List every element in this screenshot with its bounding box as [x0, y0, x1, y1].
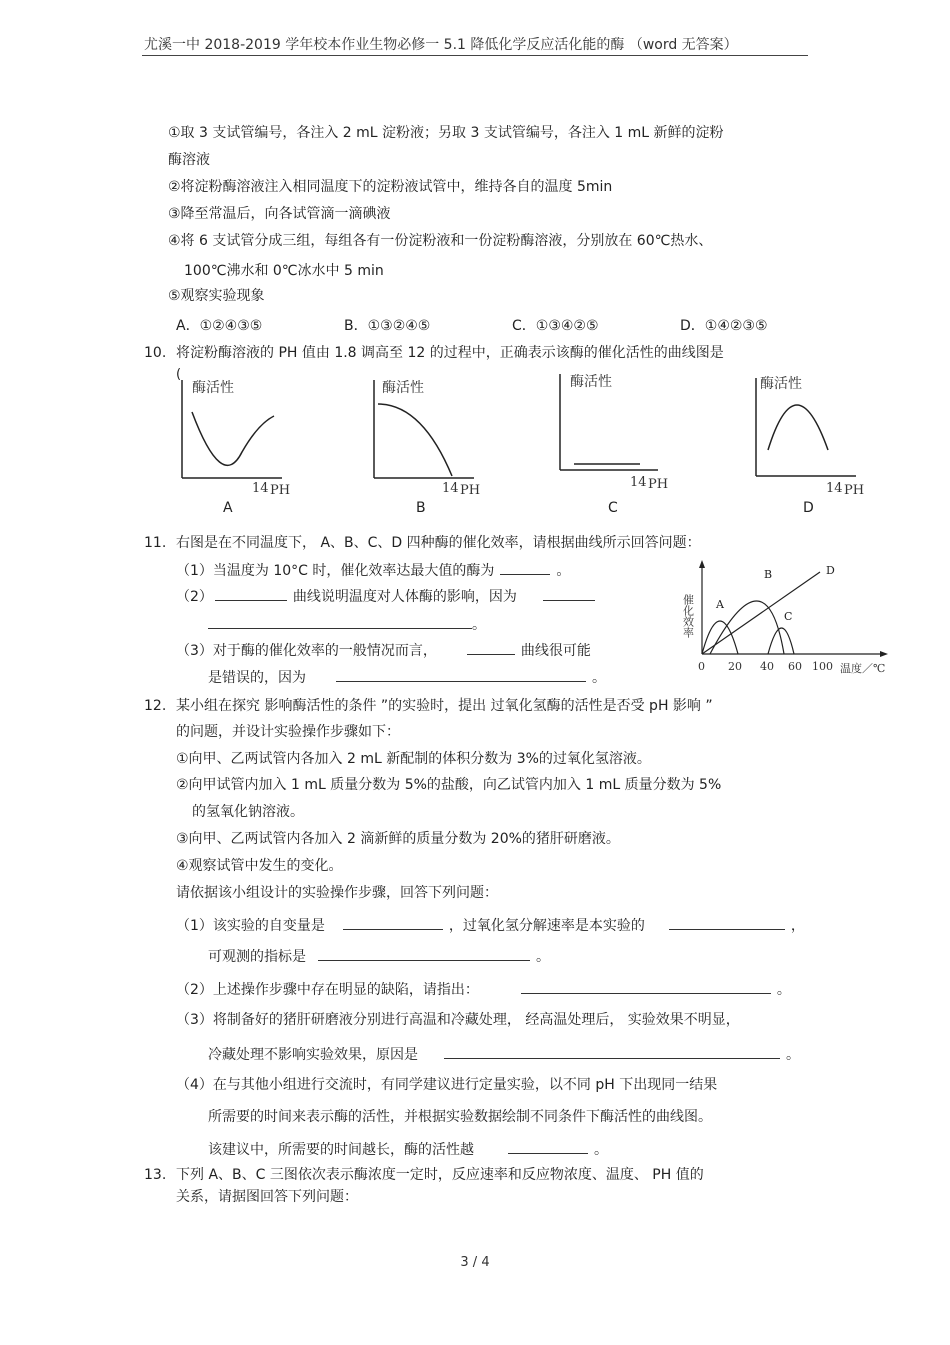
q12-a1-end: 。	[536, 949, 550, 965]
q12-answer-4-cont2	[208, 1139, 608, 1159]
q11-chart-xlabel: 温度／℃	[840, 662, 886, 675]
header-rule	[142, 55, 808, 56]
q12-blank-5[interactable]	[444, 1044, 780, 1059]
q12-blank-4[interactable]	[521, 979, 771, 994]
q11-blank-6[interactable]	[336, 667, 586, 682]
q12-a4-end: 。	[594, 1142, 608, 1158]
q13-number: 13.	[144, 1167, 167, 1183]
q12-blank-3[interactable]	[318, 946, 530, 961]
q12-a1-text3: 可观测的指标是	[208, 949, 306, 965]
q12-a3-text: 冷藏处理不影响实验效果，原因是	[208, 1047, 418, 1063]
q9-option-c: C．①③④②⑤	[512, 318, 599, 334]
page-number: 3 / 4	[460, 1255, 490, 1270]
q11-part-3	[176, 640, 591, 660]
q9-step-4: ④将 6 支试管分成三组，每组各有一份淀粉液和一份淀粉酶溶液，分别放在 60℃热水、	[168, 233, 713, 249]
q11-blank-1[interactable]	[500, 560, 550, 575]
q11-part-1-text: （1）当温度为 10°C 时，催化效率达最大值的酶为	[176, 563, 495, 579]
q12-answer-2	[176, 979, 791, 999]
q11-tick-100: 100	[812, 660, 833, 673]
q10-chart-a-ylabel: 酶活性	[192, 380, 234, 396]
q12-blank-1[interactable]	[343, 915, 443, 930]
q11-part-2	[176, 586, 601, 606]
q12-a3-end: 。	[786, 1047, 800, 1063]
q9-step-1: ①取 3 支试管编号，各注入 2 mL 淀粉液；另取 3 支试管编号，各注入 1 mL 新鲜的淀粉	[168, 125, 724, 141]
q11-chart-ylabel: 催化效率	[681, 594, 695, 638]
q12-answer-3: （3）将制备好的猪肝研磨液分别进行高温和冷藏处理， 经高温处理后， 实验效果不明显，	[176, 1012, 740, 1028]
q11-number: 11.	[144, 535, 167, 551]
q11-tick-40: 40	[760, 660, 774, 673]
q11-curve-d-label: D	[826, 564, 835, 577]
q12-a2-end: 。	[776, 982, 791, 998]
q12-stem-2: 的问题，并设计实验操作步骤如下：	[176, 724, 400, 740]
q10-chart-d-ylabel: 酶活性	[760, 376, 802, 392]
q12-blank-2[interactable]	[669, 915, 785, 930]
q12-a1-text2: ，过氧化氢分解速率是本实验的	[448, 918, 645, 934]
q11-blank-3[interactable]	[543, 586, 595, 601]
q11-part-2-prefix: （2）	[176, 589, 213, 605]
q11-blank-4[interactable]	[208, 614, 472, 629]
q11-part-1-end: 。	[556, 563, 571, 579]
q12-a1-text: （1）该实验的自变量是	[176, 918, 325, 934]
q9-step-3: ③降至常温后，向各试管滴一滴碘液	[168, 206, 391, 222]
q9-step-5: ⑤观察实验现象	[168, 288, 265, 304]
q11-part-3-text: （3）对于酶的催化效率的一般情况而言，	[176, 643, 437, 659]
q12-step-4: ④观察试管中发生的变化。	[176, 858, 343, 874]
q11-stem: 右图是在不同温度下， A、B、C、D 四种酶的催化效率，请根据曲线所示回答问题：	[176, 535, 701, 551]
q11-blank-5[interactable]	[467, 640, 515, 655]
q12-number: 12.	[144, 698, 167, 714]
q10-chart-b-xtick: 14	[442, 481, 459, 496]
q11-part-3-cont	[208, 667, 606, 687]
q12-answer-4-cont: 所需要的时间来表示酶的活性，并根据实验数据绘制不同条件下酶活性的曲线图。	[208, 1109, 712, 1125]
q11-part-3-text3: 是错误的，因为	[208, 670, 306, 686]
q12-answer-3-cont	[208, 1044, 800, 1064]
q10-label-a: A	[223, 500, 233, 516]
q11-part-3-text2: 曲线很可能	[520, 643, 591, 659]
q11-tick-60: 60	[788, 660, 802, 673]
q10-chart-c-xtick: 14	[630, 475, 647, 490]
q10-chart-a-xlabel: PH	[270, 483, 291, 498]
q9-step-1-cont: 酶溶液	[168, 152, 210, 168]
q12-step-3: ③向甲、乙两试管内各加入 2 滴新鲜的质量分数为 20%的猪肝研磨液。	[176, 831, 620, 847]
q11-chart	[680, 558, 892, 686]
q11-part-3-end: 。	[592, 670, 606, 686]
q12-answer-1	[176, 915, 805, 935]
q11-part-2-end: 。	[472, 617, 486, 633]
q9-option-d: D．①④②③⑤	[680, 318, 768, 334]
q10-chart-b-ylabel: 酶活性	[382, 380, 424, 396]
q12-answer-1-cont	[208, 946, 550, 966]
q12-stem-1: 某小组在探究 影响酶活性的条件 ”的实验时，提出 过氧化氢酶的活性是否受 pH 影响 ”	[176, 698, 713, 714]
q11-tick-0: 0	[698, 660, 705, 673]
q12-a2-text: （2）上述操作步骤中存在明显的缺陷，请指出：	[176, 982, 479, 998]
q13-stem-1: 下列 A、B、C 三图依次表示酶浓度一定时，反应速率和反应物浓度、温度、 PH 值的	[176, 1167, 704, 1183]
q11-part-2-text: 曲线说明温度对人体酶的影响，因为	[292, 589, 517, 605]
q11-curve-c-label: C	[784, 610, 793, 623]
q10-label-c: C	[608, 500, 618, 516]
q11-curve-a-label: A	[716, 598, 724, 611]
q11-blank-2[interactable]	[215, 586, 287, 601]
q12-a1-comma: ，	[790, 918, 805, 934]
q11-part-1	[176, 560, 570, 580]
q9-step-2: ②将淀粉酶溶液注入相同温度下的淀粉液试管中，维持各自的温度 5min	[168, 179, 613, 195]
q10-chart-b	[362, 372, 492, 504]
q11-tick-20: 20	[728, 660, 742, 673]
q10-chart-c-ylabel: 酶活性	[570, 374, 612, 390]
q12-step-2: ②向甲试管内加入 1 mL 质量分数为 5%的盐酸，向乙试管内加入 1 mL 质量分数为 5%	[176, 777, 722, 793]
q10-chart-d-xlabel: PH	[844, 483, 865, 498]
q13-stem-2: 关系，请据图回答下列问题：	[176, 1189, 358, 1205]
q9-step-4-cont: 100℃沸水和 0℃冰水中 5 min	[184, 263, 384, 279]
q10-stem: 将淀粉酶溶液的 PH 值由 1.8 调高至 12 的过程中，正确表示该酶的催化活性的曲线图是	[176, 345, 724, 361]
q10-chart-a-xtick: 14	[252, 481, 269, 496]
q11-part-2-cont	[208, 614, 486, 634]
q10-chart-d	[744, 370, 874, 502]
q10-number: 10.	[144, 345, 167, 361]
q10-label-b: B	[416, 500, 426, 516]
q12-answer-4: （4）在与其他小组进行交流时，有同学建议进行定量实验，以不同 pH 下出现同一结果	[176, 1077, 718, 1093]
q9-option-a: A．①②④③⑤	[176, 318, 263, 334]
q12-ask: 请依据该小组设计的实验操作步骤，回答下列问题：	[176, 885, 498, 901]
q12-a4-text: 该建议中，所需要的时间越长，酶的活性越	[208, 1142, 474, 1158]
q12-step-1: ①向甲、乙两试管内各加入 2 mL 新配制的体积分数为 3%的过氧化氢溶液。	[176, 751, 651, 767]
q10-paren: (	[176, 367, 182, 382]
q10-chart-a	[170, 372, 300, 504]
page-header: 尤溪一中 2018-2019 学年校本作业生物必修一 5.1 降低化学反应活化能的酶 （word 无答案）	[144, 37, 738, 53]
q10-label-d: D	[803, 500, 814, 516]
q12-blank-6[interactable]	[508, 1139, 588, 1154]
q10-chart-c	[548, 368, 678, 500]
q10-chart-b-xlabel: PH	[460, 483, 481, 498]
q11-curve-b-label: B	[764, 568, 773, 581]
q10-chart-d-xtick: 14	[826, 481, 843, 496]
q9-option-b: B．①③②④⑤	[344, 318, 431, 334]
q10-chart-c-xlabel: PH	[648, 477, 669, 492]
q12-step-2-cont: 的氢氧化钠溶液。	[192, 804, 304, 820]
